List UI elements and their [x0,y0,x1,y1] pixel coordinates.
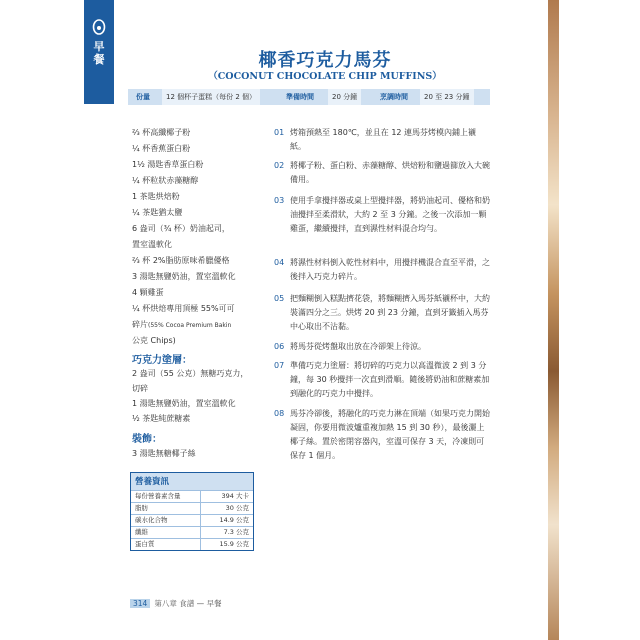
servings-value: 12 個杯子蛋糕（每份 2 個） [162,89,260,105]
nutrition-heading: 營養資訊 [131,473,253,490]
step-number: 08 [274,409,285,418]
recipe-info-bar [128,89,490,105]
ingredient-item: 1 茶匙烘焙粉 [132,192,180,201]
ingredient-item: ¼ 杯粒狀赤藻糖醇 [132,176,199,185]
step-text: 將濕性材料倒入乾性材料中，用攪拌機混合直至平滑，之後拌入巧克力碎片。 [290,258,490,281]
garnish-item: 3 湯匙無糖椰子絲 [132,449,196,458]
ingredient-item: 1½ 湯匙香草蛋白粉 [132,160,204,169]
prep-time-label: 準備時間 [286,93,314,101]
footer-chapter: 第八章 食譜 — 早餐 [154,599,222,608]
ingredient-item: ¼ 茶匙猶太鹽 [132,208,183,217]
topping-item: 切碎 [132,384,148,393]
step-text: 使用手拿攪拌器或桌上型攪拌器，將奶油起司、優格和奶油攪拌至柔滑狀，大約 2 至 3 分鐘。之後一次添加一顆雞蛋，繼續攪拌，直到濕性材料混合均勻。 [290,196,490,233]
step-number: 03 [274,196,285,205]
prep-time-value: 20 分鐘 [328,89,361,105]
ingredient-item: 4 顆雞蛋 [132,288,164,297]
nutrition-row: 纖維 7.3 公克 [131,526,253,538]
topping-heading: 巧克力塗層： [132,355,192,366]
cook-time-label: 烹調時間 [380,93,408,101]
ingredient-item: ¼ 杯香蕉蛋白粉 [132,144,191,153]
step-number: 05 [274,294,285,303]
step-number: 01 [274,128,285,137]
recipe-subtitle: （COCONUT CHOCOLATE CHIP MUFFINS） [208,71,442,82]
topping-item: 2 盎司（55 公克）無糖巧克力， [132,369,249,378]
step-text: 準備巧克力塗層：將切碎的巧克力以高溫微波 2 到 3 分鐘，每 30 秒攪拌一次直到滑順。隨後將奶油和蔗糖素加到融化的巧克力中攪拌。 [290,361,490,398]
ingredient-item: 公克 Chips) [132,336,176,345]
ingredient-item: 碎片(55% Cocoa Premium Bakin [132,320,232,329]
ingredient-item: 置室溫軟化 [132,240,172,249]
step-number: 02 [274,161,285,170]
nutrition-row: 脂肪 30 公克 [131,502,253,514]
nutrition-row: 碳水化合物 14.9 公克 [131,514,253,526]
page-number: 314 [130,599,150,608]
ingredient-item: ¼ 杯烘焙專用頂極 55%可可 [132,304,235,313]
step-number: 06 [274,342,285,351]
step-text: 將馬芬從烤盤取出放在冷卻架上待涼。 [290,342,426,351]
step-number: 04 [274,258,285,267]
cook-time-value: 20 至 23 分鐘 [420,89,474,105]
ingredient-item: 3 湯匙無鹽奶油，置室溫軟化 [132,272,236,281]
page-footer [130,598,221,610]
topping-item: 1 湯匙無鹽奶油，置室溫軟化 [132,399,236,408]
ingredient-item: 6 盎司（¾ 杯）奶油起司， [132,224,230,233]
chapter-tab [84,0,114,104]
facing-page-photo-edge [548,0,559,640]
ingredient-item: ⅔ 杯高纖椰子粉 [132,128,191,137]
ingredient-note: (55% Cocoa Premium Bakin [148,322,232,329]
servings-label: 份量 [136,93,150,101]
step-text: 馬芬冷卻後，將融化的巧克力淋在頂端（如果巧克力開始凝固，你要用微波爐重複加熱 15 到 30 秒），最後灑上椰子絲。置於密閉容器內，室溫可保存 3 天，冷凍則可保存 1 個月。 [290,409,490,460]
ingredient-item: ⅔ 杯 2%脂肪原味希臘優格 [132,256,230,265]
recipe-title: 椰香巧克力馬芬 [258,50,392,71]
nutrition-row: 蛋白質 15.9 公克 [131,538,253,550]
step-number: 07 [274,361,285,370]
garnish-heading: 裝飾： [132,434,162,445]
nutrition-row: 每份營養素含量 394 大卡 [131,490,253,502]
step-text: 將椰子粉、蛋白粉、赤藻糖醇、烘焙粉和鹽過篩放入大碗備用。 [290,161,490,184]
step-text: 烤箱預熱至 180℃，並且在 12 連馬芬烤模內鋪上襯紙。 [290,128,477,151]
chapter-tab-label: 早餐 [93,40,105,66]
nutrition-table [130,472,254,551]
topping-item: ½ 茶匙純蔗糖素 [132,414,191,423]
egg-icon [92,14,106,36]
step-text: 把麵糊倒入糕點擠花袋，將麵糊擠入馬芬紙襯杯中，大約裝滿四分之三。烘烤 20 到 23 分鐘，直到牙籤插入馬芬中心取出不沾黏。 [290,294,490,331]
